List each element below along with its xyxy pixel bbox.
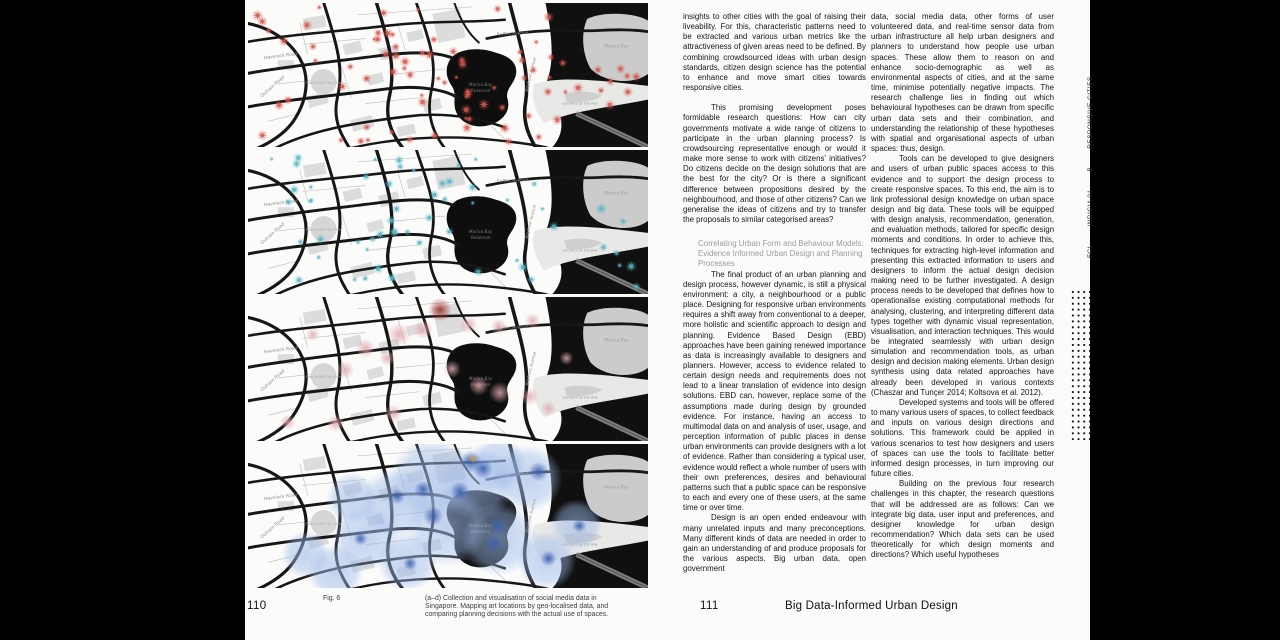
page-number-left: 110	[247, 600, 267, 612]
page-left	[245, 0, 667, 640]
paragraph: data, social media data, other forms of user volunteered data, and real-time sensor data from urban infrastructure all help urban designers and planners to understand how people use urban spaces. These allow them to reason on and enhance socio-demographic as well as environmental aspects of cities, and at the same time, minimise potentially negative impacts. The research challenge lies in finding out which behavioural hypotheses can be drawn from specific urban data sets and their combination, and understanding the relationship of these hypotheses with spatial and organisational aspects of urban spaces: thus, design.	[871, 12, 1054, 154]
section-heading: Correlating Urban Form and Behaviour Models: Evidence Informed Urban Design and Planning Processes	[698, 239, 864, 269]
paragraph: Design is an open ended endeavour with many unrelated inputs and many preconceptions. Many different kinds of data are needed in order to gain an understanding of and produce proposals for the various aspects. Big urban data, open government	[683, 513, 866, 574]
map-panel-a	[248, 3, 648, 147]
paragraph: This promising development poses formidable research questions: How can city governments motivate a wide range of citizens to participate in the urban planning process? Is crowdsourcing representative enough or would it make more sense to work with citizens' initiatives? Do citizens decide on the design solutions that are the best for the city? Or is there a significant difference between propositions desired by the neighbourhood, and those of other citizens? Can we generalise the ideas of citizens and try to transfer the proposals to similar categorised areas?	[683, 103, 866, 224]
page-right	[667, 0, 1094, 640]
paragraph: Tools can be developed to give designers and users of urban public spaces access to this evidence and to support the design process to create responsive spaces. To this end, the aim is to link professional design knowledge on urban space design and big data. These tools will be equipped with design analysis, recommendation, generation, and evaluation methods, tailored for specific design moments and conditions. In order to achieve this, techniques for extracting high-level information and presenting this extracted information to users and designers to inform the actual design decision making need to be further investigated. A design process needs to be developed that defines how to operationalise existing computational methods for analysing, clustering, and interpreting different data types together with dynamic visual representation, visualisation, and interaction techniques. This would be integrated seamlessly with urban design simulation and recommendation tools, as urban design and decision making elements. Urban design synthesis using data related approaches have already been developed in various contexts (Chaszar and Tunçer 2014; Koltsova et al. 2012).	[871, 154, 1054, 397]
halftone-dot-pattern	[1069, 288, 1090, 440]
map-panel-c	[248, 297, 648, 441]
figure-caption-row	[323, 595, 613, 620]
text-column-2	[871, 12, 1054, 574]
spine-item: INDICIA 01	[1087, 189, 1094, 227]
book-spread	[245, 0, 1094, 640]
paragraph: Building on the previous four research challenges in this chapter, the research questions that will be addressed are as follows: Can we integrate big data, user input and preferences, and designer knowledge for urban design recommendation? Which data sets can be used theoretically for which design moments and directions? Which useful hypotheses	[871, 479, 1054, 560]
figure-label: Fig. 6	[323, 595, 341, 602]
spine-item: FCL	[1087, 244, 1094, 258]
body-text	[683, 12, 1054, 574]
paragraph: insights to other cities with the goal of raising their liveability. For this, characteristic patterns need to be extracted and various urban metrics like the attractiveness of given areas need to be defined. By combining crowdsourced ideas with urban design standards, citizen design science has the potential to enhance and move smart cities towards responsive cities.	[683, 12, 866, 93]
spine-item: RESPONSIVE CITIES	[1087, 76, 1094, 149]
text-column-1	[683, 12, 866, 574]
figure-caption: (a–d) Collection and visualisation of social media data in Singapore. Mapping art locations by geo-localised data, and comparing planning decisions with the actual use of spaces.	[425, 595, 609, 619]
paragraph: The final product of an urban planning and design process, however dynamic, is still a physical environment: a city, a neighbourhood or a public place. Designing for responsive urban environments requires a shift away from conventional to a deeper, more holistic and scientific approach to design and planning. Evidence Based Design (EBD) approaches have been gaining renewed importance as data is increasingly available to designers and planners. However, access to evidence related to certain design needs and requirements does not lead to a linear translation of evidence into design solutions. EBD can, however, replace some of the assumptions made during design by grounded evidence. For instance, having an access to multimodal data on and analysis of user, usage, and perception information of public places in dense urban environments can provide designers with a lot of evidence. Rather than considering a typical user, evidence would reflect a whole number of users with their own preferences, desires and behavioural patterns such that a public space can be responsive to each and every one of these users, at the same time or over time.	[683, 269, 866, 513]
map-panel-b	[248, 150, 648, 294]
figure-6-maps	[248, 3, 648, 591]
spine-margin-text	[1087, 76, 1094, 258]
paragraph: Developed systems and tools will be offered to many various users of spaces, to collect feedback and inputs on various design directions and solutions. This framework could be applied in various scenarios to test how designers and users of spaces can use the tools to facilitate better informed design processes, in turn improving our future cities.	[871, 397, 1054, 479]
page-number-right: 111	[700, 600, 719, 612]
spine-item: B	[1087, 166, 1094, 172]
running-title: Big Data-Informed Urban Design	[785, 600, 958, 612]
map-panel-d	[248, 444, 648, 588]
